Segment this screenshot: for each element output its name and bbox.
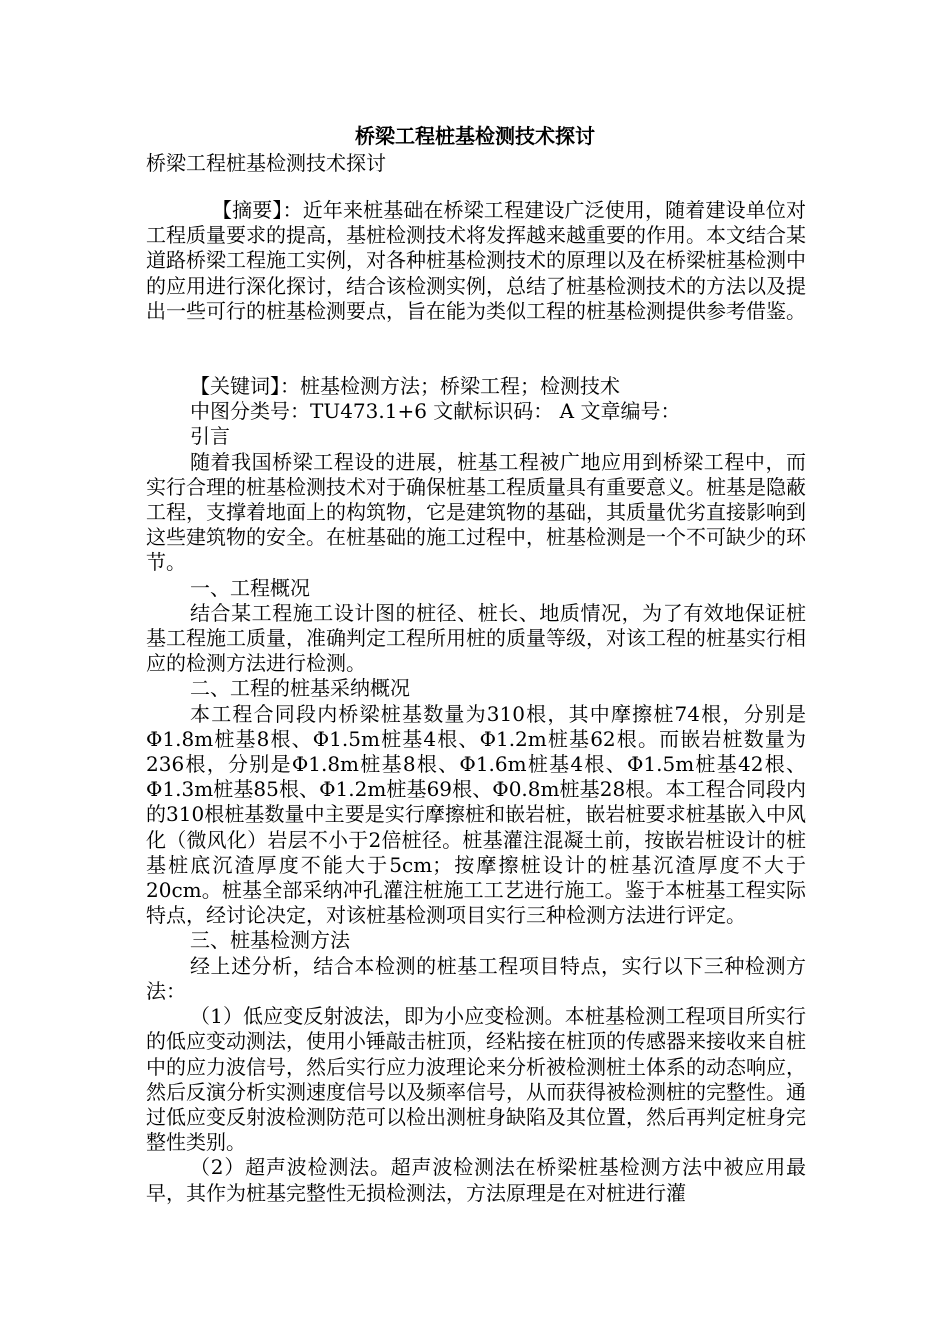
abstract-paragraph: 【摘要】：近年来桩基础在桥梁工程建设广泛使用，随着建设单位对工程质量要求的提高，基桩检测技术将发挥越来越重要的作用。本文结合某道路桥梁工程施工实例，对各种桩基检测技术的原理以及在桥梁桩基检测中的应用进行深化探讨，结合该检测实例，总结了桩基检测技术的方法以及提出一些可行的桩基检测要点，旨在能为类似工程的桩基检测提供参考借鉴。 [146, 198, 806, 323]
section1-paragraph: 结合某工程施工设计图的桩径、桩长、地质情况，为了有效地保证桩基工程施工质量，准确判定工程所用桩的质量等级，对该工程的桩基实行相应的检测方法进行检测。 [146, 600, 806, 676]
method1-paragraph: （1）低应变反射波法，即为小应变检测。本桩基检测工程项目所实行的低应变动测法，使用小锤敲击桩顶，经粘接在桩顶的传感器来接收来自桩中的应力波信号，然后实行应力波理论来分析被检测桩土体系的动态响应，然后反演分析实测速度信号以及频率信号，从而获得被检测桩的完整性。通过低应变反射波检测防范可以检出测桩身缺陷及其位置，然后再判定桩身完整性类别。 [146, 1004, 806, 1155]
section3-heading: 三、桩基检测方法 [190, 928, 350, 953]
section2-heading: 二、工程的桩基采纳概况 [190, 676, 410, 701]
document-subtitle: 桥梁工程桩基检测技术探讨 [146, 151, 386, 175]
section2-paragraph: 本工程合同段内桥梁桩基数量为310根，其中摩擦桩74根，分别是Φ1.8m桩基8根、Φ1.5m桩基4根、Φ1.2m桩基62根。而嵌岩桩数量为236根，分别是Φ1.8m桩基8根、Φ1.6m桩基4根、Φ1.5m桩基42根、Φ1.3m桩基85根、Φ1.2m桩基69根、Φ0.8m桩基28根。本工程合同段内的310根桩基数量中主要是实行摩擦桩和嵌岩桩，嵌岩桩要求桩基嵌入中风化（微风化）岩层不小于2倍桩径。桩基灌注混凝土前，按嵌岩桩设计的桩基桩底沉渣厚度不能大于5cm；按摩擦桩设计的桩基沉渣厚度不大于20cm。桩基全部采纳冲孔灌注桩施工工艺进行施工。鉴于本桩基工程实际特点，经讨论决定，对该桩基检测项目实行三种检测方法进行评定。 [146, 701, 806, 928]
intro-heading: 引言 [190, 424, 230, 449]
section1-heading: 一、工程概况 [190, 575, 310, 600]
document-body [146, 198, 806, 1206]
paragraph-gap [146, 349, 806, 374]
paragraph-gap [146, 324, 806, 349]
method2-paragraph: （2）超声波检测法。超声波检测法在桥梁桩基检测方法中被应用最早，其作为桩基完整性无损检测法，方法原理是在对桩进行灌 [146, 1155, 806, 1205]
classification-line: 中图分类号：TU473.1+6 文献标识码： A 文章编号： [190, 399, 681, 424]
intro-paragraph: 随着我国桥梁工程设的进展，桩基工程被广地应用到桥梁工程中，而实行合理的桩基检测技术对于确保桩基工程质量具有重要意义。桩基是隐蔽工程，支撑着地面上的构筑物，它是建筑物的基础，其质量优劣直接影响到这些建筑物的安全。在桩基础的施工过程中，桩基检测是一个不可缺少的环节。 [146, 449, 806, 575]
section3-paragraph: 经上述分析，结合本检测的桩基工程项目特点，实行以下三种检测方法： [146, 953, 806, 1003]
document-title: 桥梁工程桩基检测技术探讨 [355, 124, 595, 148]
keywords-line: 【关键词】：桩基检测方法；桥梁工程；检测技术 [190, 374, 620, 399]
